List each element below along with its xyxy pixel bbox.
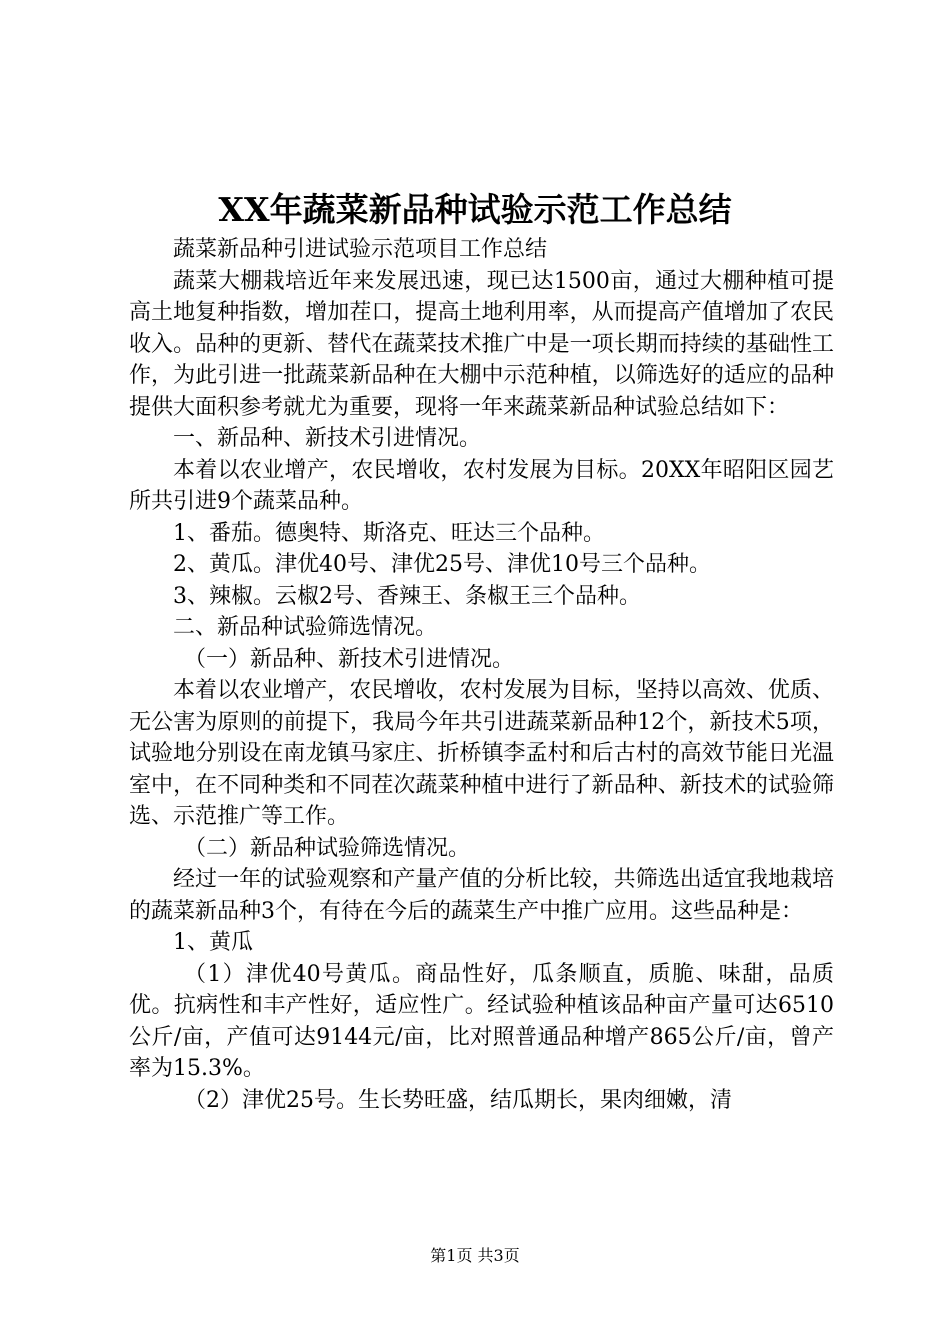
section-heading-1: 一、新品种、新技术引进情况。 [173, 426, 482, 451]
document-title: XX年蔬菜新品种试验示范工作总结 [218, 190, 732, 229]
document-body [129, 234, 834, 1116]
list-item-pepper: 3、辣椒。云椒2号、香辣王、条椒王三个品种。 [173, 583, 641, 609]
paragraph-screening-result: 经过一年的试验观察和产量产值的分析比较，共筛选出适宜我地栽培的蔬菜新品种3个，有待在今后的蔬菜生产中推广应用。这些品种是： [129, 867, 834, 924]
section-heading-2: 二、新品种试验筛选情况。 [173, 615, 438, 640]
paragraph-introduction-detail: 本着以农业增产，农民增收，农村发展为目标，坚持以高效、优质、无公害为原则的前提下，我局今年共引进蔬菜新品种12个，新技术5项，试验地分别设在南龙镇马家庄、折桥镇李孟村和后古村的高效节能日光温室中，在不同种类和不同茬次蔬菜种植中进行了新品种、新技术的试验筛选、示范推广等工作。 [129, 678, 834, 829]
subsection-heading-2: （二）新品种试验筛选情况。 [184, 835, 471, 861]
paragraph-goal: 本着以农业增产，农民增收，农村发展为目标。20XX年昭阳区园艺所共引进9个蔬菜品种。 [129, 457, 834, 514]
page-footer: 第1页 共3页 [430, 1246, 520, 1265]
list-item-tomato: 1、番茄。德奥特、斯洛克、旺达三个品种。 [173, 520, 605, 546]
list-heading-cucumber: 1、黄瓜 [173, 930, 253, 955]
variety-jinyou-40: （1）津优40号黄瓜。商品性好，瓜条顺直，质脆、味甜，品质优。抗病性和丰产性好，适应性广。经试验种植该品种亩产量可达6510公斤/亩，产值可达9144元/亩，比对照普通品种增产865公斤/亩，曾产率为15.3%。 [129, 961, 834, 1081]
intro-paragraph: 蔬菜大棚栽培近年来发展迅速，现已达1500亩，通过大棚种植可提高土地复种指数，增加茬口，提高土地利用率，从而提高产值增加了农民收入。品种的更新、替代在蔬菜技术推广中是一项长期而持续的基础性工作，为此引进一批蔬菜新品种在大棚中示范种植，以筛选好的适应的品种提供大面积参考就尤为重要，现将一年来蔬菜新品种试验总结如下： [129, 268, 834, 420]
subtitle-paragraph: 蔬菜新品种引进试验示范项目工作总结 [173, 237, 548, 262]
variety-jinyou-25: （2）津优25号。生长势旺盛，结瓜期长，果肉细嫩，清 [184, 1087, 732, 1113]
subsection-heading-1: （一）新品种、新技术引进情况。 [184, 646, 515, 672]
list-item-cucumber: 2、黄瓜。津优40号、津优25号、津优10号三个品种。 [173, 552, 711, 577]
